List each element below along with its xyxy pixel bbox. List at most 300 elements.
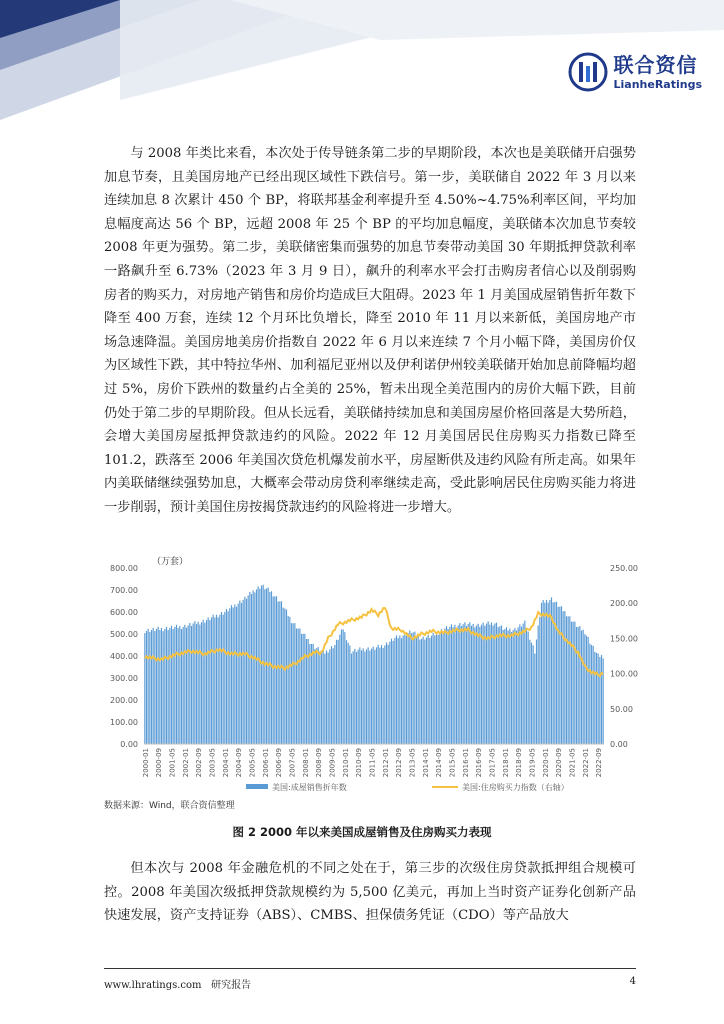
sales-bar xyxy=(253,591,254,745)
sales-bar xyxy=(519,624,520,744)
legend-label-affordability: 美国:住房购买力指数（右轴） xyxy=(462,783,569,792)
x-tick-label: 2020-01 xyxy=(541,748,550,778)
x-tick-label: 2016-09 xyxy=(475,748,484,778)
sales-bar xyxy=(423,637,424,744)
x-tick-label: 2005-05 xyxy=(248,748,257,778)
sales-bar xyxy=(564,611,565,744)
sales-bar xyxy=(468,624,469,744)
sales-bar xyxy=(151,630,152,744)
sales-bar xyxy=(456,628,457,744)
legend-label-sales: 美国:成屋销售折年数 xyxy=(272,783,347,792)
sales-bar xyxy=(386,642,387,744)
sales-bar xyxy=(498,627,499,744)
sales-bar xyxy=(544,603,545,744)
sales-bar xyxy=(276,596,277,744)
sales-bar xyxy=(404,633,405,744)
sales-bar xyxy=(531,643,532,744)
sales-bar xyxy=(236,607,237,744)
sales-bar xyxy=(144,633,145,744)
sales-bar xyxy=(364,652,365,744)
x-tick-label: 2006-01 xyxy=(261,748,270,778)
y-left-tick-label: 600.00 xyxy=(110,608,138,617)
sales-bar xyxy=(394,638,395,744)
sales-bar xyxy=(281,601,282,744)
sales-bar xyxy=(156,629,157,744)
sales-bar xyxy=(533,645,534,744)
sales-bar xyxy=(173,629,174,744)
sales-bar xyxy=(586,636,587,744)
sales-bar xyxy=(216,615,217,744)
y-left-tick-label: 100.00 xyxy=(110,718,138,727)
sales-bar xyxy=(291,623,292,744)
sales-bar xyxy=(326,650,327,744)
y-left-tick-label: 300.00 xyxy=(110,674,138,683)
sales-bar xyxy=(314,649,315,744)
sales-bar xyxy=(196,624,197,744)
sales-bar xyxy=(451,624,452,744)
sales-bar xyxy=(214,617,215,744)
sales-bar xyxy=(561,606,562,744)
x-tick-label: 2004-01 xyxy=(221,748,230,778)
sales-bar xyxy=(311,644,312,744)
sales-bar xyxy=(524,621,525,744)
sales-bar xyxy=(249,592,250,744)
sales-bar xyxy=(324,654,325,744)
sales-bar xyxy=(201,622,202,744)
sales-bar xyxy=(421,639,422,744)
x-tick-label: 2018-09 xyxy=(515,748,524,778)
sales-bar xyxy=(303,634,304,744)
sales-bar xyxy=(398,638,399,744)
sales-bar xyxy=(316,648,317,744)
sales-bar xyxy=(578,627,579,744)
sales-bar xyxy=(601,655,602,744)
sales-bar xyxy=(428,635,429,744)
sales-bar xyxy=(233,607,234,744)
sales-bar xyxy=(371,649,372,744)
sales-bar xyxy=(381,645,382,744)
sales-bar xyxy=(336,640,337,744)
sales-bar xyxy=(274,596,275,744)
sales-bar xyxy=(341,629,342,744)
sales-bar xyxy=(161,628,162,744)
sales-bar xyxy=(319,651,320,744)
x-tick-label: 2006-09 xyxy=(275,748,284,778)
sales-bar xyxy=(184,625,185,744)
sales-bar xyxy=(258,586,259,744)
x-tick-label: 2009-05 xyxy=(328,748,337,778)
sales-bar xyxy=(474,627,475,744)
sales-bar xyxy=(273,596,274,744)
legend-swatch-sales xyxy=(246,784,268,789)
sales-bar xyxy=(193,624,194,744)
x-tick-label: 2017-05 xyxy=(488,748,497,778)
sales-bar xyxy=(181,629,182,744)
sales-bar xyxy=(344,632,345,744)
sales-bar xyxy=(246,599,247,744)
x-tick-label: 2015-05 xyxy=(448,748,457,778)
sales-bar xyxy=(463,624,464,744)
footer-site xyxy=(104,976,251,991)
sales-bar xyxy=(264,589,265,744)
sales-bar xyxy=(534,654,535,744)
sales-bar xyxy=(459,623,460,744)
y-right-tick-label: 150.00 xyxy=(610,634,638,644)
sales-bar xyxy=(556,602,557,744)
sales-bar xyxy=(333,648,334,744)
x-tick-label: 2021-05 xyxy=(568,748,577,778)
sales-bar xyxy=(409,631,410,744)
sales-bar xyxy=(443,631,444,744)
x-tick-label: 2022-01 xyxy=(581,748,590,778)
sales-bar xyxy=(591,645,592,744)
sales-bar xyxy=(528,632,529,744)
sales-bar xyxy=(479,627,480,744)
sales-bar xyxy=(539,617,540,744)
sales-bar xyxy=(374,650,375,744)
sales-bar xyxy=(418,635,419,744)
sales-bar xyxy=(493,626,494,744)
sales-bar xyxy=(464,622,465,744)
sales-bar xyxy=(334,645,335,744)
sales-bar xyxy=(166,627,167,744)
sales-bar xyxy=(348,643,349,744)
sales-bar xyxy=(599,657,600,744)
sales-bar xyxy=(566,616,567,744)
sales-bar xyxy=(339,635,340,744)
x-tick-label: 2011-05 xyxy=(368,748,377,778)
sales-bar xyxy=(429,638,430,744)
sales-bar xyxy=(363,648,364,744)
y-right-tick-label: 50.00 xyxy=(610,704,633,714)
sales-bar xyxy=(473,624,474,744)
sales-bar xyxy=(491,622,492,744)
y-left-tick-label: 200.00 xyxy=(110,696,138,705)
sales-bar xyxy=(354,649,355,744)
sales-bar xyxy=(569,616,570,744)
sales-bar xyxy=(508,631,509,744)
sales-bar xyxy=(359,647,360,744)
sales-bar xyxy=(329,649,330,744)
sales-bar xyxy=(383,648,384,744)
sales-bar xyxy=(209,620,210,744)
sales-bar xyxy=(351,654,352,744)
sales-bar xyxy=(504,629,505,744)
sales-bar xyxy=(313,644,314,744)
sales-bar xyxy=(298,629,299,745)
sales-bar xyxy=(399,635,400,744)
sales-bar xyxy=(393,641,394,744)
lianhe-logo-icon xyxy=(568,52,608,92)
sales-bar xyxy=(568,616,569,744)
sales-bar xyxy=(153,628,154,744)
sales-bar xyxy=(321,650,322,744)
sales-bar xyxy=(573,622,574,744)
footer-label: 研究报告 xyxy=(211,980,252,991)
sales-bar xyxy=(583,630,584,744)
x-tick-label: 2019-05 xyxy=(528,748,537,778)
sales-bar xyxy=(579,626,580,744)
sales-bar xyxy=(514,628,515,744)
sales-bar xyxy=(499,626,500,744)
sales-bar xyxy=(391,639,392,744)
sales-bar xyxy=(439,632,440,744)
sales-bar xyxy=(403,636,404,744)
housing-chart xyxy=(96,552,644,802)
sales-bar xyxy=(279,601,280,744)
sales-bar xyxy=(571,622,572,744)
sales-bar xyxy=(413,632,414,744)
sales-bar xyxy=(563,611,564,744)
sales-bar xyxy=(483,623,484,744)
sales-bar xyxy=(176,625,177,744)
sales-bar xyxy=(294,623,295,744)
sales-bar xyxy=(384,645,385,744)
sales-bar xyxy=(523,624,524,744)
sales-bar xyxy=(368,647,369,744)
sales-bar xyxy=(309,644,310,744)
sales-bar xyxy=(159,630,160,744)
sales-bar xyxy=(414,632,415,744)
sales-bar xyxy=(278,601,279,744)
sales-bar xyxy=(476,626,477,744)
x-tick-label: 2022-09 xyxy=(595,748,604,778)
sales-bar xyxy=(293,623,294,744)
sales-bar xyxy=(318,647,319,744)
x-tick-label: 2001-05 xyxy=(168,748,177,778)
sales-bar xyxy=(269,592,270,744)
sales-bar xyxy=(223,615,224,744)
footer-divider xyxy=(104,968,636,969)
y-right-tick-label: 200.00 xyxy=(610,599,638,609)
sales-bar xyxy=(558,607,559,744)
sales-bar xyxy=(343,629,344,744)
sales-bar xyxy=(241,603,242,744)
sales-bar xyxy=(163,631,164,744)
sales-bar xyxy=(411,633,412,744)
sales-bar xyxy=(221,612,222,744)
sales-bar xyxy=(576,627,577,744)
x-tick-label: 2020-09 xyxy=(555,748,564,778)
sales-bar xyxy=(358,650,359,744)
sales-bar xyxy=(388,645,389,744)
sales-bar xyxy=(349,646,350,744)
x-tick-label: 2002-09 xyxy=(195,748,204,778)
sales-bar xyxy=(434,635,435,744)
sales-bar xyxy=(179,626,180,744)
sales-bar xyxy=(488,621,489,744)
sales-bar xyxy=(538,625,539,744)
sales-bar xyxy=(513,630,514,744)
sales-bar xyxy=(478,624,479,744)
sales-bar xyxy=(426,637,427,744)
sales-bar xyxy=(431,636,432,744)
sales-bar xyxy=(396,635,397,744)
sales-bar xyxy=(304,634,305,744)
sales-bar xyxy=(256,589,257,744)
sales-bar xyxy=(183,627,184,744)
sales-bar xyxy=(454,625,455,744)
sales-bar xyxy=(588,637,589,744)
x-tick-label: 2010-09 xyxy=(355,748,364,778)
sales-bar xyxy=(169,628,170,744)
sales-bar xyxy=(453,627,454,744)
sales-bar xyxy=(149,632,150,744)
sales-bar xyxy=(254,592,255,744)
footer-url: www.lhratings.com xyxy=(104,980,202,991)
y-left-tick-label: 0.00 xyxy=(120,740,138,749)
sales-bar xyxy=(286,610,287,744)
sales-bar xyxy=(548,603,549,744)
sales-bar xyxy=(301,634,302,744)
sales-bar xyxy=(484,626,485,744)
sales-bar xyxy=(603,658,604,744)
sales-bar xyxy=(178,628,179,744)
sales-bar xyxy=(366,649,367,744)
sales-bar xyxy=(288,616,289,744)
y-left-tick-label: 500.00 xyxy=(110,630,138,639)
sales-bar xyxy=(289,617,290,744)
sales-bar xyxy=(361,650,362,744)
sales-bar xyxy=(518,627,519,744)
sales-bar xyxy=(259,589,260,744)
sales-bar xyxy=(234,604,235,744)
sales-bar xyxy=(594,652,595,744)
sales-bar xyxy=(189,623,190,744)
sales-bar xyxy=(596,653,597,744)
sales-bar xyxy=(481,625,482,744)
sales-bar xyxy=(191,626,192,744)
x-tick-label: 2004-09 xyxy=(235,748,244,778)
sales-bar xyxy=(419,640,420,744)
x-tick-label: 2016-01 xyxy=(461,748,470,778)
sales-bar xyxy=(446,626,447,744)
sales-bar xyxy=(174,627,175,744)
chart-canvas xyxy=(96,552,644,802)
sales-bar xyxy=(148,629,149,744)
sales-bar xyxy=(206,620,207,744)
x-tick-label: 2012-01 xyxy=(381,748,390,778)
y-left-tick-label: 800.00 xyxy=(110,564,138,573)
sales-bar xyxy=(486,624,487,744)
sales-bar xyxy=(406,636,407,744)
sales-bar xyxy=(581,631,582,744)
sales-bar xyxy=(593,646,594,744)
sales-bar xyxy=(373,647,374,745)
y-right-tick-label: 0.00 xyxy=(610,740,628,749)
sales-bar xyxy=(511,632,512,744)
y-left-tick-label: 400.00 xyxy=(110,652,138,661)
sales-bar xyxy=(283,608,284,744)
x-tick-label: 2000-09 xyxy=(155,748,164,778)
x-tick-label: 2012-09 xyxy=(395,748,404,778)
sales-bar xyxy=(213,615,214,744)
sales-bar xyxy=(299,628,300,744)
sales-bar xyxy=(171,626,172,744)
x-tick-label: 2013-05 xyxy=(408,748,417,778)
sales-bar xyxy=(449,627,450,744)
sales-bar xyxy=(516,630,517,744)
y-right-tick-label: 100.00 xyxy=(610,669,638,679)
brand-name-cn: 联合资信 xyxy=(613,52,698,77)
sales-bar xyxy=(503,630,504,744)
sales-bar xyxy=(239,601,240,744)
sales-bar xyxy=(444,629,445,745)
sales-bar xyxy=(441,629,442,744)
y-right-tick-label: 250.00 xyxy=(610,564,638,573)
sales-bar xyxy=(369,651,370,744)
sales-bar xyxy=(154,631,155,744)
page-number: 4 xyxy=(629,976,636,987)
sales-bar xyxy=(296,629,297,744)
body-paragraph-1: 与 2008 年类比来看，本次处于传导链条第二步的早期阶段，本次也是美联储开启强势加息节奏，且美国房地产已经出现区域性下跌信号。第一步，美联储自 2022 年 3 月以来连续加息 8 次累计 450 个 BP，将联邦基金利率提升至 4.50%~4.75%利率区间，平均加息幅度高达 56 个 BP，远超 2008 年 25 个 BP 的平均加息幅度，美联储本次加息节奏较 2008 年更为强势。第二步，美联储密集而强势的加息节奏带动美国 30 年期抵押贷款利率一路飙升至 6.73%（2023 年 3 月 9 日），飙升的利率水平会打击购房者信心以及削弱购房者的购买力，对房地产销售和房价均造成巨大阻碍。2023 年 1 月美国成屋销售折年数下降至 400 万套，连续 12 个月环比负增长，降至 2010 年 11 月以来新低，美国房地产市场急速降温。美国房地美房价指数自 2022 年 6 月以来连续 7 个月小幅下降，美国房价仅为区域性下跌，其中特拉华州、加利福尼亚州以及伊利诺伊州较美联储开始加息前降幅均超过 5%，房价下跌州的数量约占全美的 25%，暂未出现全美范围内的房价大幅下跌，目前仍处于第二步的早期阶段。但从长远看，美联储持续加息和美国房屋价格回落是大势所趋，会增大美国房屋抵押贷款违约的风险。2022 年 12 月美国居民住房购买力指数已降至 101.2，跌落至 2006 年美国次贷危机爆发前水平，房屋断供及违约风险有所走高。如果年内美联储继续强势加息，大概率会带动房贷利率继续走高，受此影响居民住房购买能力将进一步削弱，预计美国住房按揭贷款违约的风险将进一步增大。 xyxy=(104,146,636,515)
sales-bar xyxy=(496,623,497,744)
sales-bar xyxy=(379,648,380,744)
x-tick-label: 2018-01 xyxy=(501,748,510,778)
sales-bar xyxy=(266,588,267,744)
sales-bar xyxy=(489,625,490,744)
sales-bar xyxy=(248,595,249,744)
sales-bar xyxy=(208,617,209,744)
sales-bar xyxy=(541,603,542,744)
sales-bar xyxy=(203,620,204,744)
x-tick-label: 2014-09 xyxy=(435,748,444,778)
y-left-tick-label: 700.00 xyxy=(110,586,138,595)
sales-bar xyxy=(466,626,467,744)
sales-bar xyxy=(494,623,495,744)
sales-bar xyxy=(559,607,560,744)
sales-bar xyxy=(461,626,462,744)
brand-logo xyxy=(568,52,703,92)
sales-bar xyxy=(199,625,200,744)
sales-bar xyxy=(204,623,205,744)
sales-bar xyxy=(243,600,244,744)
data-source: 数据来源：Wind，联合资信整理 xyxy=(104,801,235,811)
sales-bar xyxy=(536,640,537,745)
sales-bar xyxy=(501,625,502,744)
sales-bar xyxy=(188,625,189,744)
sales-bar xyxy=(438,635,439,744)
sales-bar xyxy=(436,632,437,744)
x-tick-label: 2000-01 xyxy=(141,748,150,778)
sales-bar xyxy=(401,638,402,744)
sales-bar xyxy=(424,640,425,744)
sales-bar xyxy=(353,651,354,744)
sales-bar xyxy=(284,609,285,744)
sales-bar xyxy=(228,611,229,744)
sales-bar xyxy=(416,636,417,744)
sales-bar xyxy=(226,609,227,744)
x-tick-label: 2010-01 xyxy=(341,748,350,778)
sales-bar xyxy=(543,600,544,744)
sales-bar xyxy=(549,600,550,744)
figure-caption: 图 2 2000 年以来美国成屋销售及住房购买力表现 xyxy=(232,825,492,839)
sales-bar xyxy=(231,605,232,744)
sales-bar xyxy=(338,640,339,744)
sales-bar xyxy=(346,640,347,744)
sales-bar xyxy=(448,629,449,744)
x-tick-label: 2008-09 xyxy=(315,748,324,778)
sales-bar xyxy=(469,622,470,744)
sales-bar xyxy=(389,642,390,744)
sales-bar xyxy=(546,600,547,744)
sales-bar xyxy=(584,634,585,744)
sales-bar xyxy=(509,629,510,744)
sales-bar xyxy=(251,594,252,744)
sales-bar xyxy=(408,633,409,744)
x-tick-label: 2007-05 xyxy=(288,748,297,778)
sales-bar xyxy=(506,627,507,744)
